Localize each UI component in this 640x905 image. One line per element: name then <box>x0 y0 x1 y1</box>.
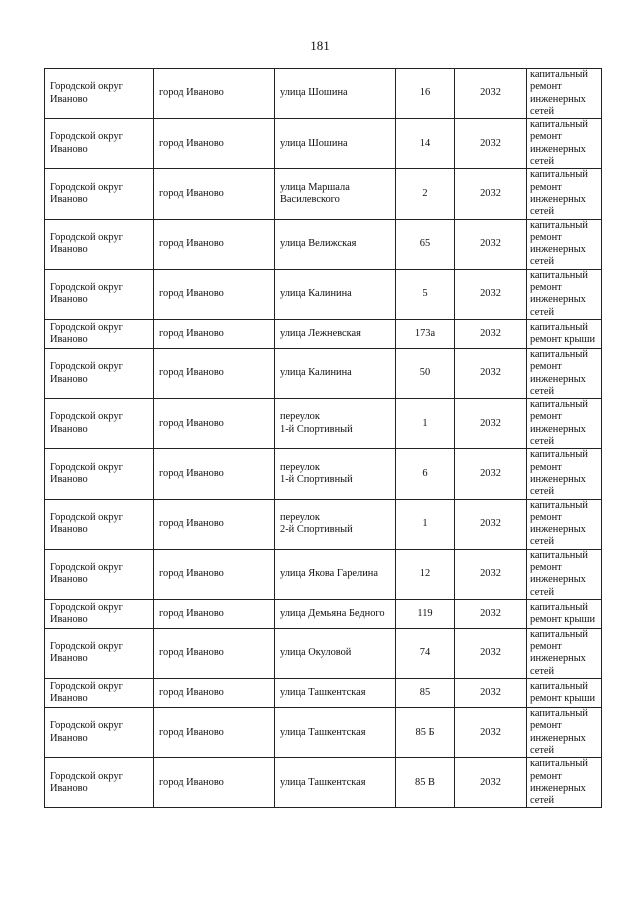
district-cell: Городской округ Иваново <box>45 348 154 398</box>
district-cell: Городской округ Иваново <box>45 449 154 499</box>
work-type-cell: капитальный ремонт инженерных сетей <box>527 119 602 169</box>
house-number-cell: 1 <box>396 399 455 449</box>
work-type-cell: капитальный ремонт крыши <box>527 319 602 348</box>
street-cell: улица Окуловой <box>275 628 396 678</box>
house-number-cell: 16 <box>396 69 455 119</box>
city-cell: город Иваново <box>154 679 275 708</box>
district-cell: Городской округ Иваново <box>45 119 154 169</box>
street-cell: улица Ташкентская <box>275 708 396 758</box>
house-number-cell: 85 Б <box>396 708 455 758</box>
house-number-cell: 85 В <box>396 758 455 808</box>
house-number-cell: 65 <box>396 219 455 269</box>
table-row <box>45 119 602 169</box>
city-cell: город Иваново <box>154 499 275 549</box>
table-row <box>45 628 602 678</box>
work-type-cell: капитальный ремонт инженерных сетей <box>527 69 602 119</box>
year-cell: 2032 <box>455 599 527 628</box>
district-cell: Городской округ Иваново <box>45 169 154 219</box>
table-row <box>45 69 602 119</box>
work-type-cell: капитальный ремонт инженерных сетей <box>527 169 602 219</box>
district-cell: Городской округ Иваново <box>45 69 154 119</box>
street-cell: улица Маршала Василевского <box>275 169 396 219</box>
district-cell: Городской округ Иваново <box>45 219 154 269</box>
table-body <box>45 69 602 808</box>
work-type-cell: капитальный ремонт инженерных сетей <box>527 219 602 269</box>
street-cell: переулок 1-й Спортивный <box>275 449 396 499</box>
house-number-cell: 1 <box>396 499 455 549</box>
street-cell: улица Ташкентская <box>275 758 396 808</box>
street-cell: улица Шошина <box>275 119 396 169</box>
work-type-cell: капитальный ремонт инженерных сетей <box>527 708 602 758</box>
table-row <box>45 169 602 219</box>
work-type-cell: капитальный ремонт инженерных сетей <box>527 499 602 549</box>
city-cell: город Иваново <box>154 758 275 808</box>
city-cell: город Иваново <box>154 599 275 628</box>
page-number: 181 <box>310 38 330 53</box>
city-cell: город Иваново <box>154 69 275 119</box>
year-cell: 2032 <box>455 399 527 449</box>
city-cell: город Иваново <box>154 708 275 758</box>
house-number-cell: 2 <box>396 169 455 219</box>
house-number-cell: 173а <box>396 319 455 348</box>
table-row <box>45 679 602 708</box>
district-cell: Городской округ Иваново <box>45 599 154 628</box>
work-type-cell: капитальный ремонт крыши <box>527 599 602 628</box>
district-cell: Городской округ Иваново <box>45 679 154 708</box>
city-cell: город Иваново <box>154 348 275 398</box>
table-row <box>45 758 602 808</box>
year-cell: 2032 <box>455 269 527 319</box>
table-row <box>45 499 602 549</box>
year-cell: 2032 <box>455 449 527 499</box>
city-cell: город Иваново <box>154 449 275 499</box>
street-cell: улица Лежневская <box>275 319 396 348</box>
street-cell: переулок 1-й Спортивный <box>275 399 396 449</box>
house-number-cell: 14 <box>396 119 455 169</box>
street-cell: улица Велижская <box>275 219 396 269</box>
year-cell: 2032 <box>455 69 527 119</box>
table-row <box>45 399 602 449</box>
year-cell: 2032 <box>455 549 527 599</box>
work-type-cell: капитальный ремонт инженерных сетей <box>527 348 602 398</box>
street-cell: улица Демьяна Бедного <box>275 599 396 628</box>
city-cell: город Иваново <box>154 549 275 599</box>
table-row <box>45 348 602 398</box>
work-type-cell: капитальный ремонт инженерных сетей <box>527 628 602 678</box>
year-cell: 2032 <box>455 758 527 808</box>
district-cell: Городской округ Иваново <box>45 319 154 348</box>
year-cell: 2032 <box>455 219 527 269</box>
street-cell: переулок 2-й Спортивный <box>275 499 396 549</box>
district-cell: Городской округ Иваново <box>45 758 154 808</box>
year-cell: 2032 <box>455 628 527 678</box>
housing-repair-table <box>44 68 602 808</box>
table-row <box>45 549 602 599</box>
district-cell: Городской округ Иваново <box>45 549 154 599</box>
street-cell: улица Шошина <box>275 69 396 119</box>
city-cell: город Иваново <box>154 269 275 319</box>
table-row <box>45 708 602 758</box>
city-cell: город Иваново <box>154 319 275 348</box>
city-cell: город Иваново <box>154 628 275 678</box>
district-cell: Городской округ Иваново <box>45 399 154 449</box>
table-row <box>45 319 602 348</box>
city-cell: город Иваново <box>154 119 275 169</box>
city-cell: город Иваново <box>154 219 275 269</box>
street-cell: улица Якова Гарелина <box>275 549 396 599</box>
house-number-cell: 5 <box>396 269 455 319</box>
work-type-cell: капитальный ремонт инженерных сетей <box>527 549 602 599</box>
district-cell: Городской округ Иваново <box>45 499 154 549</box>
work-type-cell: капитальный ремонт инженерных сетей <box>527 399 602 449</box>
city-cell: город Иваново <box>154 169 275 219</box>
street-cell: улица Калинина <box>275 348 396 398</box>
house-number-cell: 12 <box>396 549 455 599</box>
year-cell: 2032 <box>455 499 527 549</box>
house-number-cell: 6 <box>396 449 455 499</box>
year-cell: 2032 <box>455 119 527 169</box>
house-number-cell: 50 <box>396 348 455 398</box>
district-cell: Городской округ Иваново <box>45 628 154 678</box>
table-row <box>45 269 602 319</box>
table-row <box>45 449 602 499</box>
year-cell: 2032 <box>455 708 527 758</box>
district-cell: Городской округ Иваново <box>45 269 154 319</box>
year-cell: 2032 <box>455 319 527 348</box>
district-cell: Городской округ Иваново <box>45 708 154 758</box>
house-number-cell: 85 <box>396 679 455 708</box>
work-type-cell: капитальный ремонт крыши <box>527 679 602 708</box>
city-cell: город Иваново <box>154 399 275 449</box>
work-type-cell: капитальный ремонт инженерных сетей <box>527 449 602 499</box>
street-cell: улица Ташкентская <box>275 679 396 708</box>
year-cell: 2032 <box>455 169 527 219</box>
year-cell: 2032 <box>455 679 527 708</box>
house-number-cell: 119 <box>396 599 455 628</box>
work-type-cell: капитальный ремонт инженерных сетей <box>527 758 602 808</box>
work-type-cell: капитальный ремонт инженерных сетей <box>527 269 602 319</box>
year-cell: 2032 <box>455 348 527 398</box>
house-number-cell: 74 <box>396 628 455 678</box>
table-row <box>45 219 602 269</box>
table-row <box>45 599 602 628</box>
street-cell: улица Калинина <box>275 269 396 319</box>
